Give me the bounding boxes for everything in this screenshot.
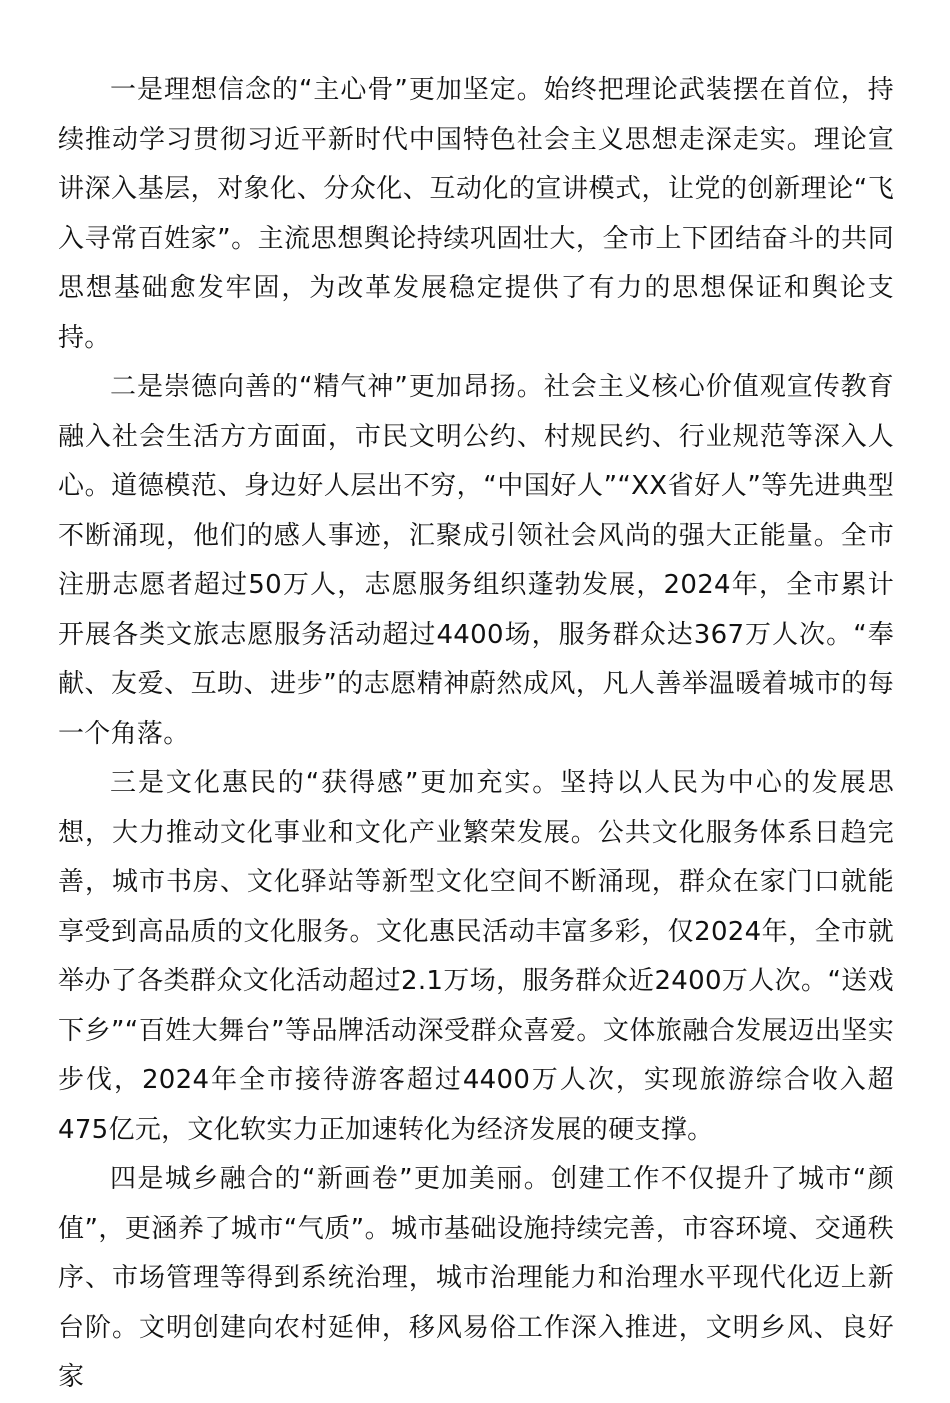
paragraph-morality: 二是崇德向善的“精气神”更加昂扬。社会主义核心价值观宣传教育融入社会生活方方面面，市民文明公约、村规民约、行业规范等深入人心。道德模范、身边好人层出不穷，“中国好人”“XX省好人”等先进典型不断涌现，他们的感人事迹，汇聚成引领社会风尚的强大正能量。全市注册志愿者超过50万人，志愿服务组织蓬勃发展，2024年，全市累计开展各类文旅志愿服务活动超过4400场，服务群众达367万人次。“奉献、友爱、互助、进步”的志愿精神蔚然成风，凡人善举温暖着城市的每一个角落。 (58, 372, 894, 749)
paragraph-culture: 三是文化惠民的“获得感”更加充实。坚持以人民为中心的发展思想，大力推动文化事业和文化产业繁荣发展。公共文化服务体系日趋完善，城市书房、文化驿站等新型文化空间不断涌现，群众在家门口就能享受到高品质的文化服务。文化惠民活动丰富多彩，仅2024年，全市就举办了各类群众文化活动超过2.1万场，服务群众近2400万人次。“送戏下乡”“百姓大舞台”等品牌活动深受群众喜爱。文体旅融合发展迈出坚实步伐，2024年全市接待游客超过4400万人次，实现旅游综合收入超475亿元，文化软实力正加速转化为经济发展的硬支撑。 (58, 768, 894, 1145)
paragraph-ideals: 一是理想信念的“主心骨”更加坚定。始终把理论武装摆在首位，持续推动学习贯彻习近平新时代中国特色社会主义思想走深走实。理论宣讲深入基层，对象化、分众化、互动化的宣讲模式，让党的创新理论“飞入寻常百姓家”。主流思想舆论持续巩固壮大，全市上下团结奋斗的共同思想基础愈发牢固，为改革发展稳定提供了有力的思想保证和舆论支持。 (58, 75, 894, 353)
paragraph-urban-rural: 四是城乡融合的“新画卷”更加美丽。创建工作不仅提升了城市“颜值”，更涵养了城市“气质”。城市基础设施持续完善，市容环境、交通秩序、市场管理等得到系统治理，城市治理能力和治理水平现代化迈上新台阶。文明创建向农村延伸，移风易俗工作深入推进，文明乡风、良好家 (58, 1164, 894, 1392)
document-body (58, 66, 894, 1403)
